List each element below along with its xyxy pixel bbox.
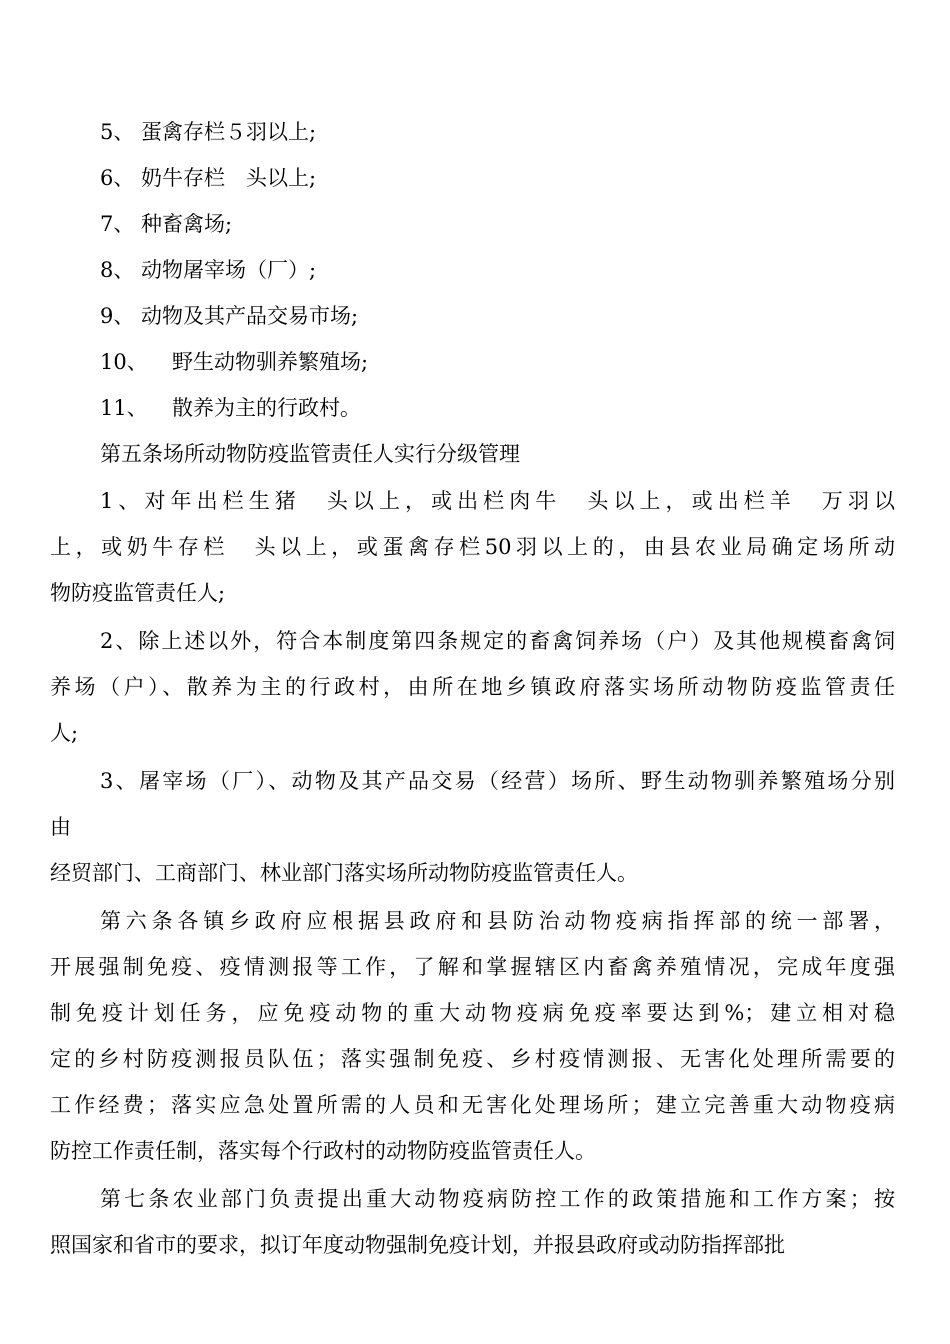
list-item-5: 5、 蛋禽存栏５羽以上; bbox=[100, 120, 317, 144]
article-5-p1-line: 1、对年出栏生猪 头以上，或出栏肉牛 头以上，或出栏羊 万羽以 bbox=[100, 489, 895, 513]
list-item-11 bbox=[100, 393, 361, 423]
article-5-p1-line: 上，或奶牛存栏 头以上，或蛋禽存栏50羽以上的，由县农业局确定场所动 bbox=[50, 535, 895, 559]
list-item-text: 野生动物驯养繁殖场; bbox=[172, 350, 369, 374]
list-item-7: 7、 种畜禽场; bbox=[100, 212, 233, 236]
article-5-p2-line: 养场（户）、散养为主的行政村，由所在地乡镇政府落实场所动物防疫监管责任 bbox=[50, 675, 895, 699]
list-item-9: 9、 动物及其产品交易市场; bbox=[100, 304, 359, 328]
article-6-line: 第六条各镇乡政府应根据县政府和县防治动物疫病指挥部的统一部署， bbox=[100, 909, 895, 933]
list-item-8: 8、 动物屠宰场（厂）; bbox=[100, 258, 317, 282]
article-5-p3-line: 3、屠宰场（厂）、动物及其产品交易（经营）场所、野生动物驯养繁殖场分别 bbox=[100, 769, 895, 793]
article-6-line: 工作经费；落实应急处置所需的人员和无害化处理场所；建立完善重大动物疫病 bbox=[50, 1093, 895, 1117]
list-item-text: 散养为主的行政村。 bbox=[172, 396, 361, 420]
article-6-line: 防控工作责任制，落实每个行政村的动物防疫监管责任人。 bbox=[50, 1139, 596, 1163]
article-5-title: 第五条场所动物防疫监管责任人实行分级管理 bbox=[100, 442, 520, 466]
list-item-6: 6、 奶牛存栏 头以上; bbox=[100, 166, 317, 190]
article-7-line: 第七条农业部门负责提出重大动物疫病防控工作的政策措施和工作方案；按 bbox=[100, 1187, 895, 1211]
article-7-line: 照国家和省市的要求，拟订年度动物强制免疫计划，并报县政府或动防指挥部批 bbox=[50, 1233, 785, 1257]
article-5-p2-line: 2、除上述以外，符合本制度第四条规定的畜禽饲养场（户）及其他规模畜禽饲 bbox=[100, 629, 895, 653]
list-item-number: 11、 bbox=[100, 396, 148, 420]
article-6-line: 定的乡村防疫测报员队伍；落实强制免疫、乡村疫情测报、无害化处理所需要的 bbox=[50, 1047, 895, 1071]
list-item-number: 10、 bbox=[100, 350, 148, 374]
article-6-line: 开展强制免疫、疫情测报等工作，了解和掌握辖区内畜禽养殖情况，完成年度强 bbox=[50, 955, 895, 979]
article-5-p3-line: 经贸部门、工商部门、林业部门落实场所动物防疫监管责任人。 bbox=[50, 861, 638, 885]
article-6-line: 制免疫计划任务，应免疫动物的重大动物疫病免疫率要达到%；建立相对稳 bbox=[50, 1001, 895, 1025]
article-5-p3-line: 由 bbox=[50, 815, 71, 839]
article-5-p2-line: 人; bbox=[50, 721, 79, 745]
list-item-10 bbox=[100, 347, 368, 377]
article-5-p1-line: 物防疫监管责任人; bbox=[50, 581, 226, 605]
